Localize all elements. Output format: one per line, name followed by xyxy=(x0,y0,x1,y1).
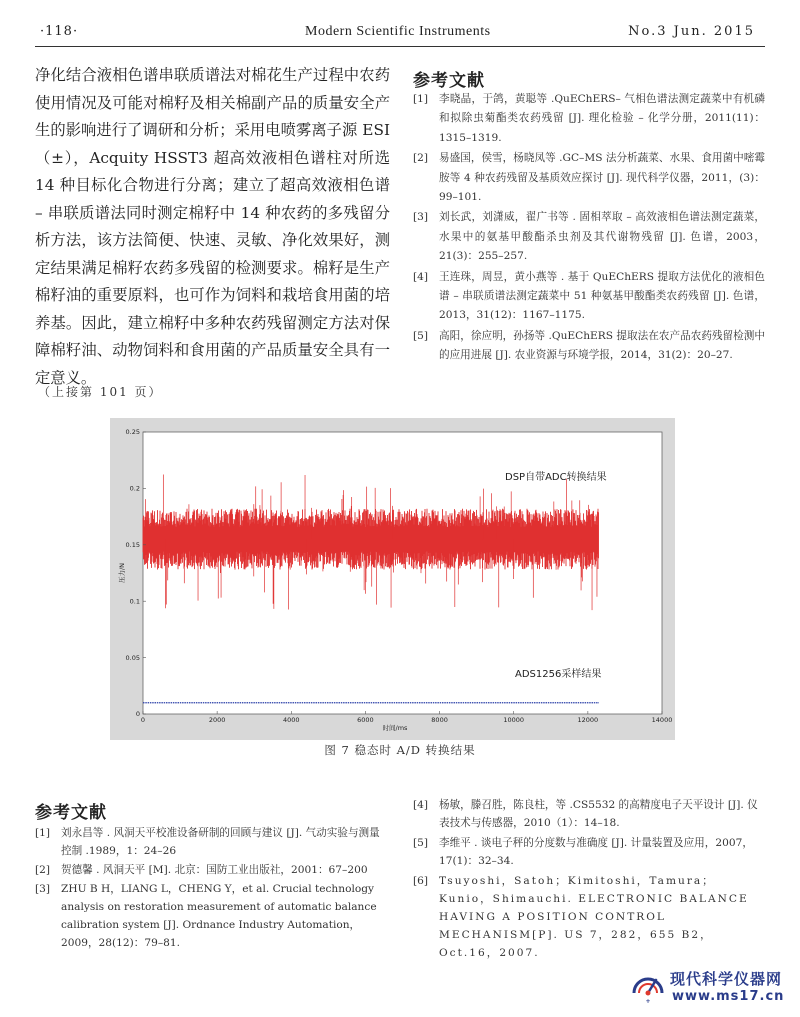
reference-text: 刘长武，刘潇威，翟广书等 . 固相萃取 – 高效液相色谱法测定蔬菜，水果中的氨基甲酸酯杀虫剂及其代谢物残留 [J]. 色谱，2003，21(3)：255–257. xyxy=(439,211,765,263)
reference-text: 高阳，徐应明，孙扬等 .QuEChERS 提取法在农产品农药残留检测中的应用进展 [J]. 农业资源与环境学报，2014，31(2)：20–27. xyxy=(439,329,765,362)
figure-7 xyxy=(110,418,675,740)
watermark-title: 现代科学仪器网 xyxy=(670,970,783,988)
references-list-top xyxy=(413,90,765,367)
reference-number: [2] xyxy=(35,864,51,876)
annotation-ads1256: ADS1256采样结果 xyxy=(515,669,602,680)
reference-number: [1] xyxy=(413,93,429,105)
reference-item xyxy=(35,824,390,860)
body-paragraph: 净化结合液相色谱串联质谱法对棉花生产过程中农药使用情况及可能对棉籽及相关棉副产品的质量安全产生的影响进行了调研和分析；采用电喷雾离子源 ESI（±），Acquity HSST3 超高效液相色谱柱对所选 14 种目标化合物进行分离；建立了超高效液相色谱 – 串联质谱法同时测定棉籽中 14 种农药的多残留分析方法，该方法简便、快速、灵敏、净化效果好，测定结果满足棉籽农药多残留的检测要求。棉籽是生产棉籽油的重要原料，也可作为饲料和栽培食用菌的培养基。因此，建立棉籽中多种农药残留测定方法对保障棉籽油、动物饲料和食用菌的产品质量安全具有一定意义。 xyxy=(35,66,390,387)
reference-number: [5] xyxy=(413,837,429,849)
reference-text: ZHU B H，LIANG L，CHENG Y，et al. Crucial technology analysis on restoration measurement of automatic balance calibration system [J]. Ordnance Industry Automation，2009，28(12)：79–81. xyxy=(61,883,377,949)
x-tick-label: 2000 xyxy=(208,716,226,724)
running-header xyxy=(35,22,765,44)
ad-conversion-chart xyxy=(110,418,675,740)
references-heading-bottom: 参考文献 xyxy=(35,803,107,823)
y-tick-label: 0.25 xyxy=(125,428,140,437)
reference-number: [2] xyxy=(413,152,429,165)
reference-text: 李晓晶，于鸽，黄聪等 .QuEChERS– 气相色谱法测定蔬菜中有机磷和拟除虫菊酯类农药残留 [J]. 理化检验 – 化学分册，2011(11)：1315–1319. xyxy=(439,93,765,144)
gauge-logo-icon xyxy=(630,969,666,1005)
references-list-bottom-left xyxy=(35,824,390,953)
x-tick-label: 6000 xyxy=(357,716,374,724)
reference-text: 贺德馨 . 风洞天平 [M]. 北京：国防工业出版社，2001：67–200 xyxy=(61,864,368,876)
watermark-url: www.ms17.cn xyxy=(672,989,785,1004)
x-tick-label: 10000 xyxy=(503,716,525,724)
reference-item xyxy=(413,90,765,148)
reference-item xyxy=(413,327,765,366)
references-heading-top: 参考文献 xyxy=(413,71,485,91)
reference-text: 刘永昌等 . 风洞天平校准设备研制的回顾与建议 [J]. 气动实验与测量控制 .1989，1：24–26 xyxy=(61,827,380,857)
x-tick-label: 0 xyxy=(140,716,146,724)
site-watermark xyxy=(630,965,795,1010)
figure-caption: 图 7 稳态时 A/D 转换结果 xyxy=(324,743,476,757)
references-list-bottom-right xyxy=(413,796,765,964)
reference-item xyxy=(413,208,765,266)
reference-text: 杨敏，滕召胜，陈良柱，等 .CS5532 的高精度电子天平设计 [J]. 仪表技术与传感器，2010（1）：14–18. xyxy=(439,799,758,829)
reference-text: Tsuyoshi，Satoh；Kimitoshi，Tamura；Kunio，Shimauchi. ELECTRONIC BALANCE HAVING A POSITION CONTROL MECHANISM[P]. US 7，282，655 B2，Oct.16，2007. xyxy=(439,875,749,959)
reference-item xyxy=(413,834,765,870)
page-number: ·118· xyxy=(40,24,79,39)
y-tick-label: 0 xyxy=(135,710,140,719)
journal-name: Modern Scientific Instruments xyxy=(305,24,491,39)
reference-text: 王连珠，周昱，黄小燕等 . 基于 QuEChERS 提取方法优化的液相色谱 – 串联质谱法测定蔬菜中 51 种氨基甲酸酯类农药残留 [J]. 色谱，2013，31(12)：1167–1175. xyxy=(439,270,765,322)
reference-item xyxy=(413,268,765,326)
reference-number: [1] xyxy=(35,827,51,839)
y-tick-label: 0.2 xyxy=(129,484,140,493)
reference-item xyxy=(413,796,765,832)
y-axis-label: 压力/N xyxy=(118,562,126,584)
x-tick-label: 4000 xyxy=(283,716,300,724)
annotation-dsp-adc: DSP自带ADC转换结果 xyxy=(505,472,607,483)
x-axis-label: 时间/ms xyxy=(382,724,408,732)
reference-number: [5] xyxy=(413,329,429,342)
reference-number: [3] xyxy=(413,211,429,224)
y-tick-label: 0.15 xyxy=(125,541,140,549)
reference-number: [6] xyxy=(413,875,429,887)
svg-text:+: + xyxy=(645,998,651,1005)
x-tick-label: 12000 xyxy=(577,716,599,724)
issue-info: No.3 Jun. 2015 xyxy=(628,24,755,39)
reference-number: [3] xyxy=(35,883,51,895)
reference-number: [4] xyxy=(413,799,429,811)
reference-text: 易盛国，侯雪，杨晓凤等 .GC–MS 法分析蔬菜、水果、食用菌中嘧霉胺等 4 种农药残留及基质效应探讨 [J]. 现代科学仪器，2011，(3)：99–101. xyxy=(439,152,765,204)
reference-item xyxy=(35,861,390,879)
reference-item xyxy=(35,880,390,952)
x-tick-label: 14000 xyxy=(651,716,673,724)
continued-note: （上接第 101 页） xyxy=(38,385,163,399)
y-tick-label: 0.1 xyxy=(129,597,140,606)
reference-item xyxy=(413,872,765,962)
reference-text: 李维平 . 谈电子秤的分度数与准确度 [J]. 计量装置及应用，2007，17(1)：32–34. xyxy=(439,837,753,867)
x-tick-label: 8000 xyxy=(431,716,448,724)
y-tick-label: 0.05 xyxy=(125,653,140,662)
body-text-column xyxy=(35,62,390,392)
reference-item xyxy=(413,149,765,207)
reference-number: [4] xyxy=(413,270,429,283)
header-rule xyxy=(35,46,765,47)
